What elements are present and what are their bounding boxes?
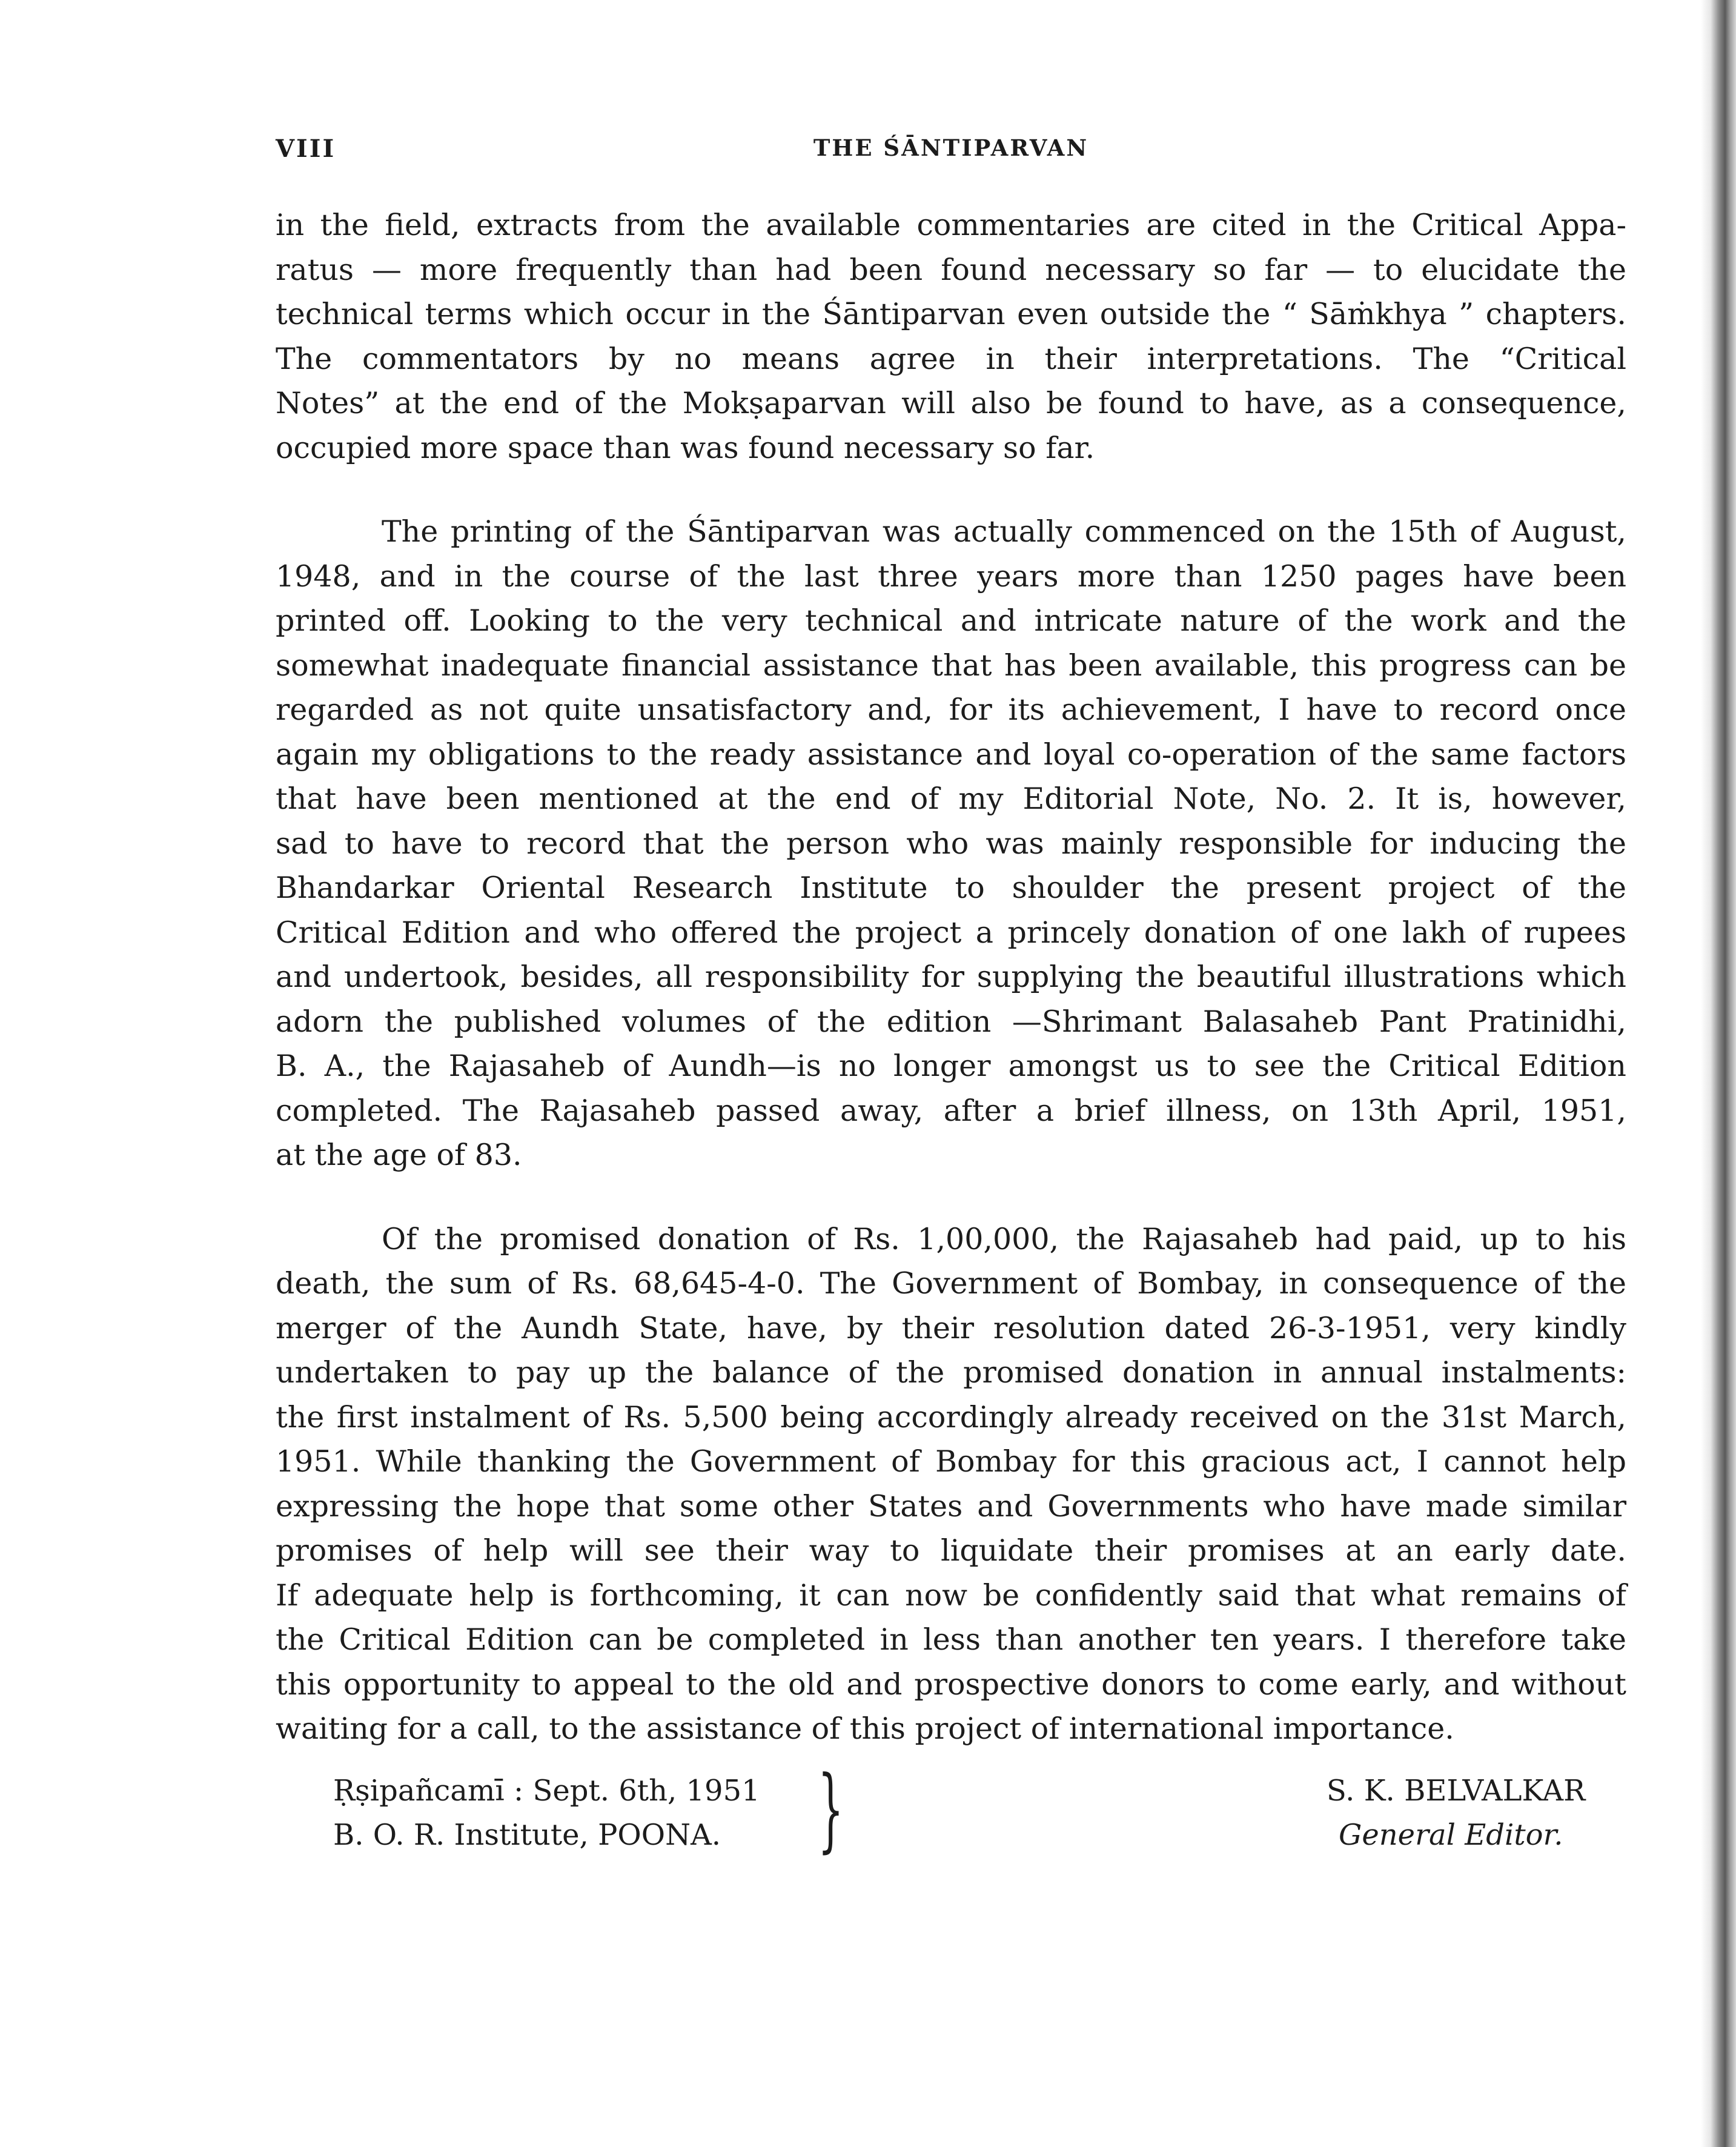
text-line: printed off. Looking to the very technical and intricate nature of the work and the (276, 603, 1626, 638)
text-line: technical terms which occur in the Śāntiparvan even outside the “ Sāṁkhya ” chapters. (276, 297, 1626, 331)
text-line: waiting for a call, to the assistance of this project of international importance. (276, 1711, 1454, 1746)
text-line: again my obligations to the ready assistance and loyal co-operation of the same factors (276, 737, 1626, 772)
text-line: regarded as not quite unsatisfactory and, for its achievement, I have to record once (276, 692, 1626, 727)
text-line: completed. The Rajasaheb passed away, after a brief illness, on 13th April, 1951, (276, 1093, 1626, 1128)
text-line: Critical Edition and who offered the project a princely donation of one lakh of rupees (276, 915, 1626, 950)
text-line: at the age of 83. (276, 1138, 522, 1172)
page-binding-edge (1701, 0, 1736, 2147)
text-line: If adequate help is forthcoming, it can now be confidently said that what remains of (276, 1578, 1626, 1613)
text-line: promises of help will see their way to liquidate their promises at an early date. (276, 1533, 1626, 1568)
text-line: Of the promised donation of Rs. 1,00,000, the Rajasaheb had paid, up to his (382, 1221, 1626, 1256)
text-line: in the field, extracts from the available commentaries are cited in the Critical Appa- (276, 208, 1626, 242)
text-line: 1948, and in the course of the last three years more than 1250 pages have been (276, 559, 1626, 594)
text-line: expressing the hope that some other States and Governments who have made similar (276, 1488, 1626, 1524)
body-text (276, 203, 1626, 1751)
signoff-signatory (1327, 1769, 1599, 1857)
page-header (276, 134, 1626, 177)
running-title: THE ŚĀNTIPARVAN (813, 134, 1089, 161)
signatory-title: General Editor. (1339, 1818, 1563, 1852)
signoff-place-line: B. O. R. Institute, POONA. (333, 1818, 721, 1852)
signoff-date-line: Ṛṣipañcamī : Sept. 6th, 1951 (333, 1774, 760, 1808)
curly-brace: } (818, 1757, 844, 1862)
text-line: the Critical Edition can be completed in less than another ten years. I therefore take (276, 1622, 1626, 1657)
text-line: occupied more space than was found necessary so far. (276, 430, 1095, 465)
text-line: The printing of the Śāntiparvan was actually commenced on the 15th of August, (382, 514, 1626, 549)
text-line: the first instalment of Rs. 5,500 being accordingly already received on the 31st March, (276, 1399, 1626, 1435)
text-line: death, the sum of Rs. 68,645-4-0. The Government of Bombay, in consequence of the (276, 1266, 1626, 1301)
text-line: and undertook, besides, all responsibility for supplying the beautiful illustrations which (276, 960, 1626, 994)
text-line: adorn the published volumes of the edition —Shrimant Balasaheb Pant Pratinidhi, (276, 1004, 1626, 1039)
text-line: undertaken to pay up the balance of the promised donation in annual instalments: (276, 1355, 1626, 1390)
text-line: The commentators by no means agree in their interpretations. The “Critical (276, 341, 1626, 376)
text-line: Bhandarkar Oriental Research Institute to shoulder the present project of the (276, 871, 1626, 905)
signoff-date-place (333, 1769, 760, 1857)
paragraph-2 (276, 509, 1626, 1178)
text-line: merger of the Aundh State, have, by their resolution dated 26-3-1951, very kindly (276, 1310, 1626, 1346)
text-line: this opportunity to appeal to the old and prospective donors to come early, and without (276, 1667, 1626, 1702)
paragraph-1 (276, 203, 1626, 470)
paragraph-3 (276, 1217, 1626, 1751)
text-line: B. A., the Rajasaheb of Aundh—is no longer amongst us to see the Critical Edition (276, 1049, 1626, 1083)
text-line: Notes” at the end of the Mokṣaparvan will also be found to have, as a consequence, (276, 386, 1626, 420)
page-number: VIII (276, 134, 336, 163)
text-line: that have been mentioned at the end of my Editorial Note, No. 2. It is, however, (276, 781, 1626, 816)
text-line: ratus — more frequently than had been found necessary so far — to elucidate the (276, 252, 1626, 287)
signatory-name: S. K. BELVALKAR (1327, 1774, 1586, 1808)
signoff-block (333, 1757, 1599, 1890)
text-line: 1951. While thanking the Government of Bombay for this gracious act, I cannot help (276, 1444, 1626, 1479)
text-line: sad to have to record that the person who was mainly responsible for inducing the (276, 826, 1626, 861)
text-line: somewhat inadequate financial assistance that has been available, this progress can be (276, 648, 1626, 683)
